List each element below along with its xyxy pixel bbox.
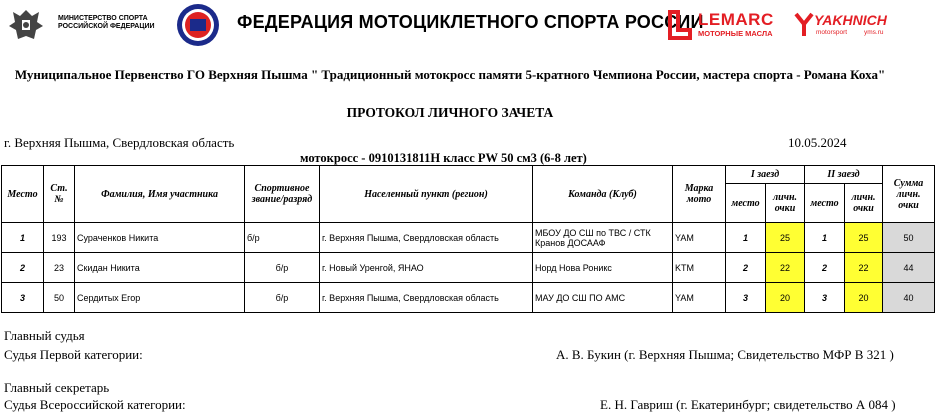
row-moto: YAM — [673, 283, 726, 313]
header-moto: Марка мото — [673, 166, 726, 223]
row-name: Сураченков Никита — [75, 223, 245, 253]
header-race-1: I заезд — [726, 166, 805, 184]
header-team: Команда (Клуб) — [533, 166, 673, 223]
row-start-number: 23 — [44, 253, 75, 283]
header-start-number: Ст. № — [44, 166, 75, 223]
row-city: г. Верхняя Пышма, Свердловская область — [320, 283, 533, 313]
header-race-2-place: место — [805, 184, 845, 223]
header-race-1-points: личн. очки — [766, 184, 805, 223]
header-sum: Сумма личн. очки — [883, 166, 935, 223]
secretary-name: Е. Н. Гавриш (г. Екатеринбург; свидетельство А 084 ) — [600, 397, 896, 412]
yakhnich-brand: YAKHNICH — [814, 12, 887, 28]
page-header — [0, 0, 900, 48]
judge-category: Судья Первой категории: — [4, 347, 143, 362]
row-race-2-place: 1 — [805, 223, 845, 253]
row-rank: б/р — [245, 283, 320, 313]
row-place: 2 — [2, 253, 44, 283]
header-rank: Спортивное звание/разряд — [245, 166, 320, 223]
row-race-1-points: 25 — [766, 223, 805, 253]
header-name: Фамилия, Имя участника — [75, 166, 245, 223]
row-race-1-points: 22 — [766, 253, 805, 283]
judge-name: А. В. Букин (г. Верхняя Пышма; Свидетельство МФР В 321 ) — [556, 347, 894, 362]
ministry-line-1: МИНИСТЕРСТВО СПОРТА — [58, 15, 148, 22]
russian-emblem-icon — [6, 6, 46, 44]
row-race-1-place: 3 — [726, 283, 766, 313]
table-row — [2, 253, 935, 283]
row-race-2-place: 2 — [805, 253, 845, 283]
header-race-2: II заезд — [805, 166, 883, 184]
row-name: Сердитых Егор — [75, 283, 245, 313]
row-race-2-place: 3 — [805, 283, 845, 313]
event-date: 10.05.2024 — [788, 135, 847, 150]
ministry-line-2: РОССИЙСКОЙ ФЕДЕРАЦИИ — [58, 23, 155, 30]
results-table — [1, 165, 935, 313]
federation-title: ФЕДЕРАЦИЯ МОТОЦИКЛЕТНОГО СПОРТА РОССИИ — [237, 12, 704, 32]
lemarc-logo — [666, 10, 782, 40]
row-team: Норд Нова Роникс — [533, 253, 673, 283]
mfr-logo-icon — [176, 3, 220, 47]
lemarc-subtitle: МОТОРНЫЕ МАСЛА — [698, 29, 773, 38]
row-city: г. Верхняя Пышма, Свердловская область — [320, 223, 533, 253]
row-place: 1 — [2, 223, 44, 253]
row-start-number: 193 — [44, 223, 75, 253]
row-race-2-points: 20 — [845, 283, 883, 313]
yakhnich-mark-icon — [794, 12, 814, 38]
event-title: Муниципальное Первенство ГО Верхняя Пышма " Традиционный мотокросс памяти 5-кратного Чемпиона России, мастера спорта - Романа Коха" — [14, 67, 886, 82]
header-city: Населенный пункт (регион) — [320, 166, 533, 223]
judge-role: Главный судья — [4, 328, 85, 343]
class-line: мотокросс - 0910131811Н класс PW 50 см3 (6-8 лет) — [300, 151, 587, 165]
header-place: Место — [2, 166, 44, 223]
row-sum: 40 — [883, 283, 935, 313]
yakhnich-logo — [794, 10, 894, 40]
protocol-title: ПРОТОКОЛ ЛИЧНОГО ЗАЧЕТА — [346, 105, 554, 120]
row-team: МАУ ДО СШ ПО АМС — [533, 283, 673, 313]
row-name: Скидан Никита — [75, 253, 245, 283]
row-moto: KTM — [673, 253, 726, 283]
row-sum: 44 — [883, 253, 935, 283]
lemarc-brand: LEMARC — [698, 10, 774, 29]
table-row — [2, 223, 935, 253]
ministry-label — [58, 15, 168, 31]
row-sum: 50 — [883, 223, 935, 253]
event-location: г. Верхняя Пышма, Свердловская область — [4, 135, 235, 150]
lemarc-mark-icon — [666, 10, 694, 40]
secretary-role: Главный секретарь — [4, 380, 110, 395]
row-race-1-place: 2 — [726, 253, 766, 283]
row-race-1-place: 1 — [726, 223, 766, 253]
row-place: 3 — [2, 283, 44, 313]
row-moto: YAM — [673, 223, 726, 253]
row-start-number: 50 — [44, 283, 75, 313]
table-row — [2, 283, 935, 313]
header-race-2-points: личн. очки — [845, 184, 883, 223]
yakhnich-subtitle: motorsport — [816, 29, 848, 36]
row-team: МБОУ ДО СШ по ТВС / СТК Кранов ДОСААФ — [533, 223, 673, 253]
row-race-1-points: 20 — [766, 283, 805, 313]
row-city: г. Новый Уренгой, ЯНАО — [320, 253, 533, 283]
row-race-2-points: 25 — [845, 223, 883, 253]
secretary-category: Судья Всероссийской категории: — [4, 397, 186, 412]
row-rank: б/р — [245, 253, 320, 283]
row-rank: б/р — [245, 223, 320, 253]
yakhnich-site: yms.ru — [864, 29, 884, 36]
row-race-2-points: 22 — [845, 253, 883, 283]
header-race-1-place: место — [726, 184, 766, 223]
